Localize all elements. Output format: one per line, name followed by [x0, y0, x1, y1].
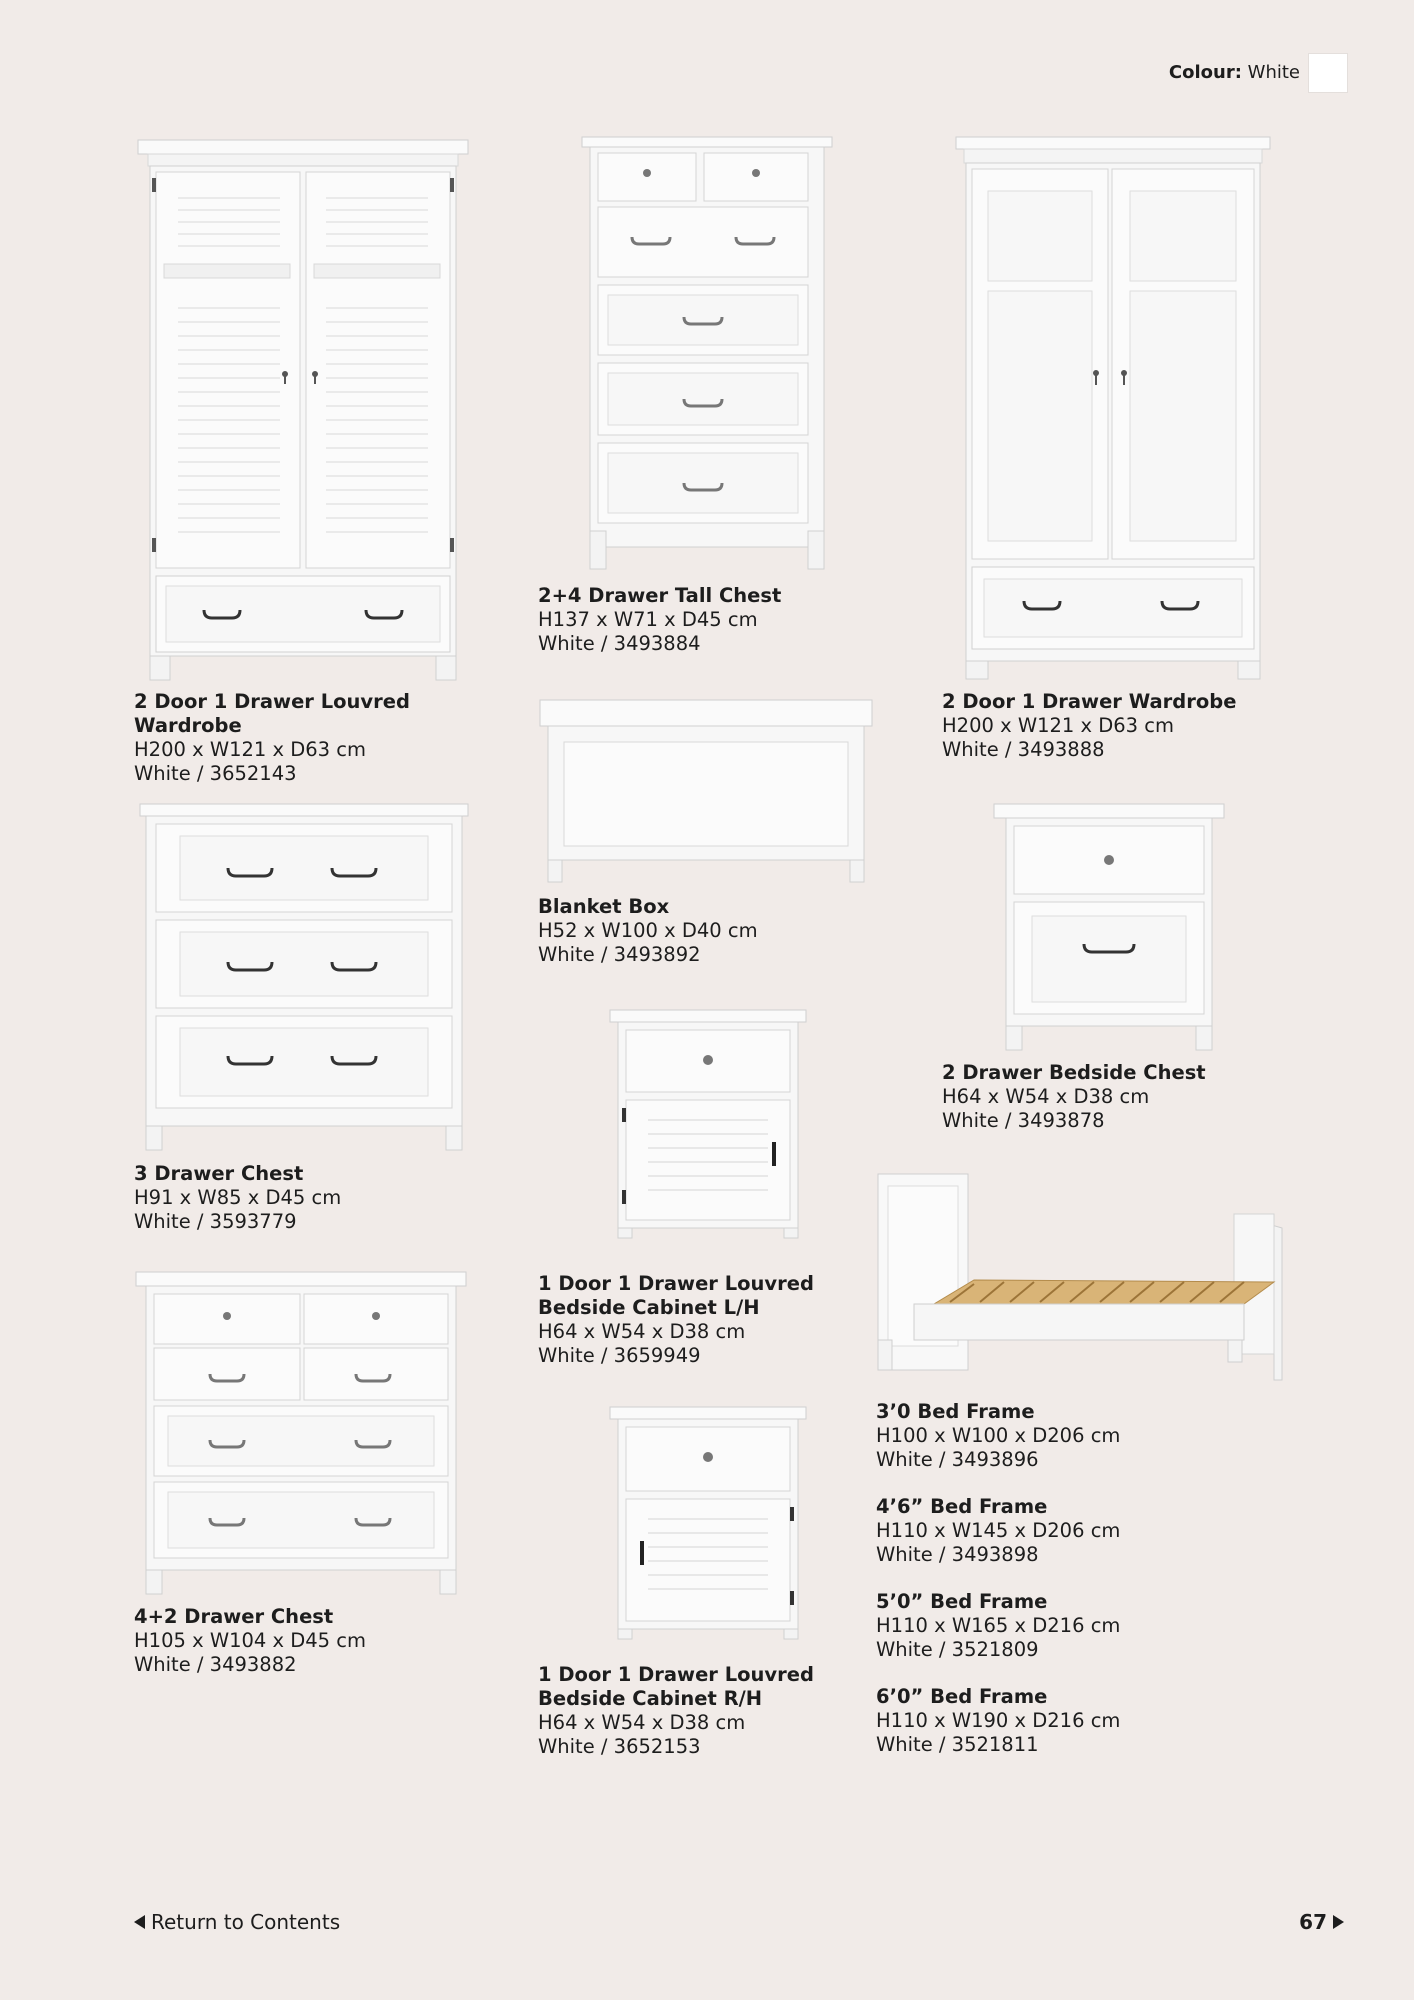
product-dimensions: H200 x W121 x D63 cm	[134, 738, 367, 761]
product-image-blanket-box	[538, 698, 874, 884]
product-dimensions: H200 x W121 x D63 cm	[942, 714, 1175, 737]
louvred-bedside-rh-illustration	[608, 1405, 808, 1641]
product-image-louvred-bedside-rh	[608, 1405, 808, 1641]
product-dimensions: H110 x W165 x D216 cm	[876, 1614, 1121, 1637]
next-page-link[interactable]	[1299, 1910, 1344, 1934]
product-sku: White / 3652153	[538, 1735, 701, 1758]
product-name: 1 Door 1 Drawer Louvred Bedside Cabinet L/H	[538, 1272, 814, 1319]
colour-label-value: White	[1247, 62, 1300, 83]
product-sku: White / 3493884	[538, 632, 701, 655]
product-image-louvred-bedside-lh	[608, 1008, 808, 1240]
product-name: 2 Door 1 Drawer Wardrobe	[942, 690, 1237, 713]
product-image-bed-frame	[874, 1170, 1284, 1382]
4-2-drawer-chest-illustration	[134, 1270, 468, 1596]
louvred-wardrobe-illustration	[134, 138, 472, 682]
bed-frame-caption-5-0	[876, 1590, 1216, 1662]
product-name: 2+4 Drawer Tall Chest	[538, 584, 782, 607]
product-dimensions: H64 x W54 x D38 cm	[538, 1711, 746, 1734]
product-image-bedside-chest	[992, 802, 1226, 1052]
product-dimensions: H64 x W54 x D38 cm	[538, 1320, 746, 1343]
triangle-right-icon	[1333, 1915, 1344, 1929]
product-caption-wardrobe	[942, 690, 1282, 762]
product-name: 1 Door 1 Drawer Louvred Bedside Cabinet R/H	[538, 1663, 814, 1710]
product-name: 5’0” Bed Frame	[876, 1590, 1048, 1613]
product-name: 4+2 Drawer Chest	[134, 1605, 334, 1628]
product-sku: White / 3521811	[876, 1733, 1039, 1756]
product-name: 2 Door 1 Drawer Louvred Wardrobe	[134, 690, 410, 737]
colour-swatch	[1308, 53, 1348, 93]
product-caption-3-drawer-chest	[134, 1162, 454, 1234]
product-sku: White / 3593779	[134, 1210, 297, 1233]
product-image-4-2-drawer-chest	[134, 1270, 468, 1596]
product-sku: White / 3659949	[538, 1344, 701, 1367]
product-name: 6’0” Bed Frame	[876, 1685, 1048, 1708]
bedside-chest-illustration	[992, 802, 1226, 1052]
wardrobe-illustration	[954, 135, 1272, 681]
product-dimensions: H91 x W85 x D45 cm	[134, 1186, 342, 1209]
product-sku: White / 3493888	[942, 738, 1105, 761]
colour-label	[1169, 62, 1300, 83]
product-sku: White / 3521809	[876, 1638, 1039, 1661]
3-drawer-chest-illustration	[138, 802, 470, 1152]
product-name: Blanket Box	[538, 895, 670, 918]
return-to-contents-link[interactable]	[134, 1910, 340, 1934]
product-sku: White / 3493882	[134, 1653, 297, 1676]
product-dimensions: H137 x W71 x D45 cm	[538, 608, 758, 631]
product-caption-bedside-chest	[942, 1061, 1262, 1133]
bed-frame-caption-6-0	[876, 1685, 1216, 1757]
product-caption-louvred-wardrobe	[134, 690, 454, 786]
return-to-contents-label: Return to Contents	[151, 1910, 341, 1934]
product-sku: White / 3493878	[942, 1109, 1105, 1132]
product-image-wardrobe	[954, 135, 1272, 681]
product-dimensions: H52 x W100 x D40 cm	[538, 919, 758, 942]
product-sku: White / 3652143	[134, 762, 297, 785]
tall-chest-illustration	[580, 135, 834, 575]
product-dimensions: H100 x W100 x D206 cm	[876, 1424, 1121, 1447]
page-number: 67	[1299, 1910, 1327, 1934]
bed-frame-caption-4-6	[876, 1495, 1216, 1567]
product-caption-4-2-drawer-chest	[134, 1605, 454, 1677]
product-dimensions: H64 x W54 x D38 cm	[942, 1085, 1150, 1108]
product-image-tall-chest	[580, 135, 834, 575]
product-image-louvred-wardrobe	[134, 138, 472, 682]
colour-label-key: Colour:	[1168, 62, 1242, 83]
product-caption-louvred-bedside-lh	[538, 1272, 858, 1368]
product-caption-blanket-box	[538, 895, 858, 967]
triangle-left-icon	[134, 1915, 145, 1929]
product-name: 4’6” Bed Frame	[876, 1495, 1048, 1518]
product-sku: White / 3493898	[876, 1543, 1039, 1566]
product-name: 3’0 Bed Frame	[876, 1400, 1035, 1423]
product-sku: White / 3493892	[538, 943, 701, 966]
product-dimensions: H110 x W145 x D206 cm	[876, 1519, 1121, 1542]
product-name: 2 Drawer Bedside Chest	[942, 1061, 1206, 1084]
product-dimensions: H110 x W190 x D216 cm	[876, 1709, 1121, 1732]
blanket-box-illustration	[538, 698, 874, 884]
louvred-bedside-lh-illustration	[608, 1008, 808, 1240]
bed-frame-caption-3-0	[876, 1400, 1216, 1472]
bed-frame-illustration	[874, 1170, 1284, 1382]
product-caption-tall-chest	[538, 584, 858, 656]
product-sku: White / 3493896	[876, 1448, 1039, 1471]
product-caption-louvred-bedside-rh	[538, 1663, 858, 1759]
product-name: 3 Drawer Chest	[134, 1162, 304, 1185]
product-image-3-drawer-chest	[138, 802, 470, 1152]
product-dimensions: H105 x W104 x D45 cm	[134, 1629, 367, 1652]
